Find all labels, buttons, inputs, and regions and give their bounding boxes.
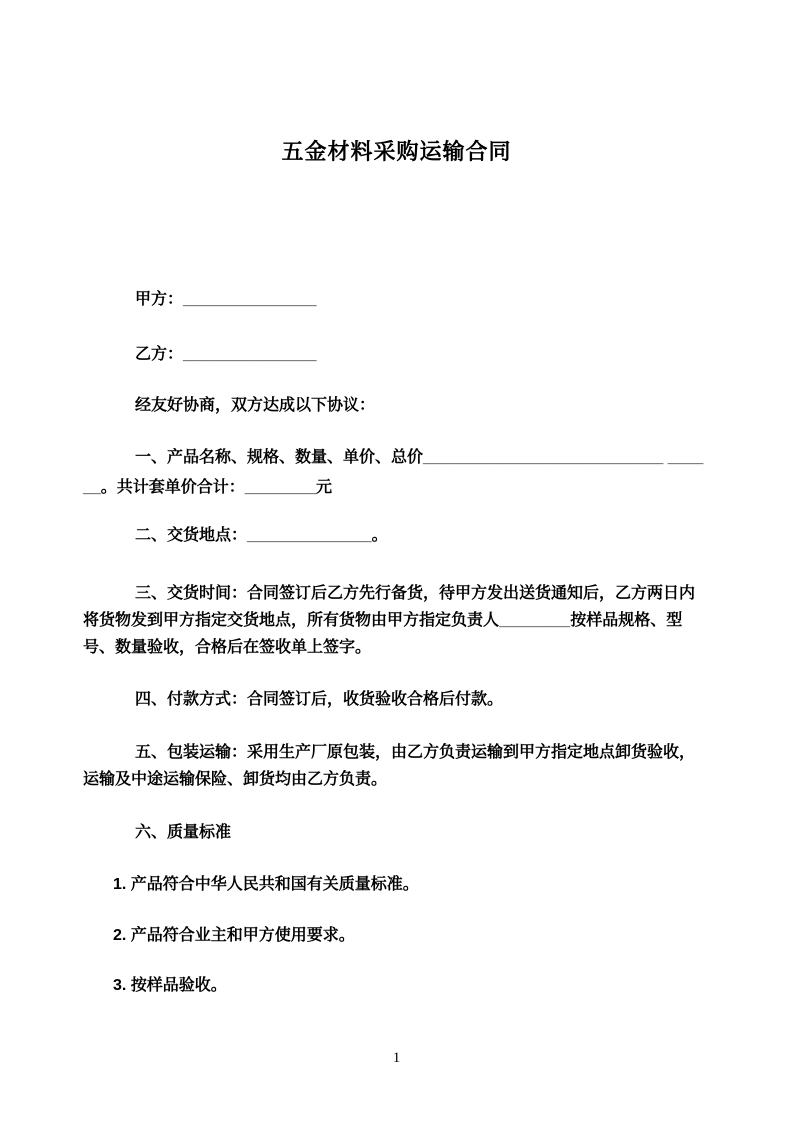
party-a-line: 甲方：_______________	[135, 291, 317, 308]
section-3-line-1: 三、交货时间：合同签订后乙方先行备货，待甲方发出送货通知后，乙方两日内	[135, 585, 696, 602]
section-5-line-1: 五、包装运输：采用生产厂原包装，由乙方负责运输到甲方指定地点卸货验收，	[135, 744, 696, 761]
section-6-heading: 六、质量标准	[135, 824, 232, 841]
party-b-line: 乙方：_______________	[135, 346, 317, 363]
section-3-line-2: 将货物发到甲方指定交货地点，所有货物由甲方指定负责人________按样品规格、型	[83, 612, 683, 629]
section-4-line: 四、付款方式：合同签订后，收货验收合格后付款。	[135, 691, 504, 708]
section-6-item-1: 1. 产品符合中华人民共和国有关质量标准。	[113, 876, 419, 893]
section-1-line-2: __。共计套单价合计：________元	[83, 479, 332, 496]
section-6-item-2: 2. 产品符合业主和甲方使用要求。	[113, 927, 355, 944]
page-number: 1	[392, 1050, 401, 1066]
section-3-line-3: 号、数量验收，合格后在签收单上签字。	[83, 639, 372, 656]
intro-line: 经友好协商，双方达成以下协议：	[135, 397, 376, 414]
section-5-line-2: 运输及中途运输保险、卸货均由乙方负责。	[83, 771, 388, 788]
section-1-line-1: 一、产品名称、规格、数量、单价、总价___________________________ ____	[135, 449, 704, 466]
section-2-line: 二、交货地点：______________。	[135, 527, 388, 544]
section-6-item-3: 3. 按样品验收。	[113, 977, 227, 994]
contract-title: 五金材料采购运输合同	[281, 139, 512, 164]
